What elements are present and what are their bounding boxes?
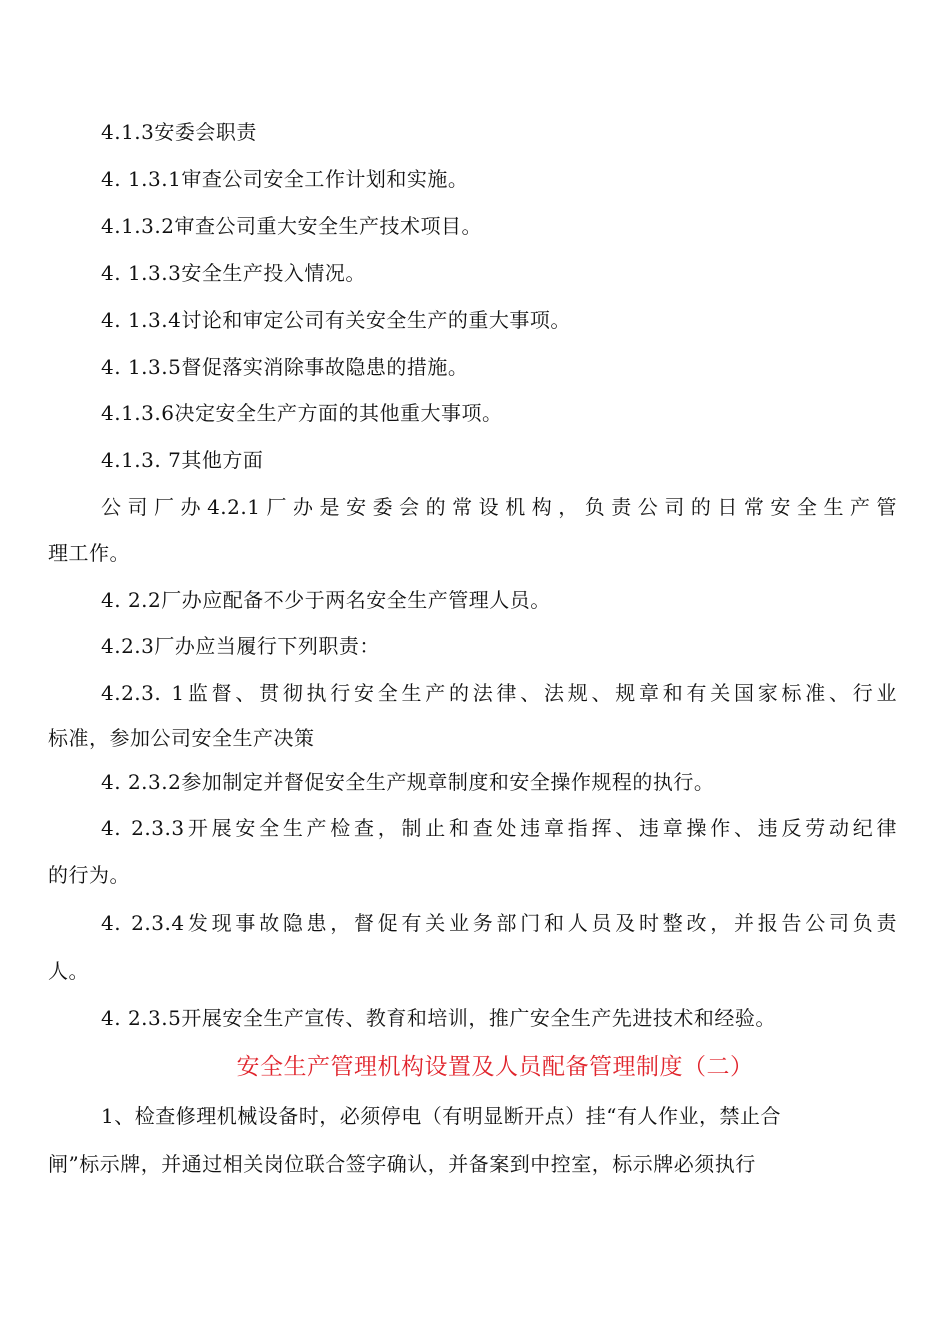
rule-1-line-1: 1、检查修理机械设备时，必须停电（有明显断开点）挂“有人作业，禁止合 <box>101 1104 781 1128</box>
clause-4-2-2: 4. 2.2厂办应配备不少于两名安全生产管理人员。 <box>101 588 551 612</box>
clause-4-1-3-4: 4. 1.3.4讨论和审定公司有关安全生产的重大事项。 <box>101 308 571 332</box>
clause-4-2-3-2: 4. 2.3.2参加制定并督促安全生产规章制度和安全操作规程的执行。 <box>101 770 715 794</box>
clause-4-1-3-2: 4.1.3.2审查公司重大安全生产技术项目。 <box>101 214 482 238</box>
clause-4-2-1-line-1: 公司厂办4.2.1厂办是安委会的常设机构，负责公司的日常安全生产管 <box>101 495 897 519</box>
clause-4-2-3-4-line-1: 4. 2.3.4发现事故隐患，督促有关业务部门和人员及时整改，并报告公司负责 <box>101 911 897 935</box>
clause-4-2-3-1-line-1: 4.2.3. 1监督、贯彻执行安全生产的法律、法规、规章和有关国家标准、行业 <box>101 681 897 705</box>
clause-4-1-3-7: 4.1.3. 7其他方面 <box>101 448 264 472</box>
clause-4-2-3: 4.2.3厂办应当履行下列职责： <box>101 634 380 658</box>
clause-4-2-3-5: 4. 2.3.5开展安全生产宣传、教育和培训，推广安全生产先进技术和经验。 <box>101 1006 776 1030</box>
section-heading: 安全生产管理机构设置及人员配备管理制度（二） <box>236 1054 754 1080</box>
clause-4-2-3-1-line-2: 标准，参加公司安全生产决策 <box>48 726 315 750</box>
clause-4-2-3-3-line-2: 的行为。 <box>48 863 130 887</box>
clause-4-1-3-5: 4. 1.3.5督促落实消除事故隐患的措施。 <box>101 355 469 379</box>
clause-4-2-3-4-line-2: 人。 <box>48 959 89 983</box>
clause-4-1-3-3: 4. 1.3.3安全生产投入情况。 <box>101 261 366 285</box>
rule-1-line-2: 闸”标示牌，并通过相关岗位联合签字确认，并备案到中控室，标示牌必须执行 <box>48 1152 756 1176</box>
clause-4-1-3-6: 4.1.3.6决定安全生产方面的其他重大事项。 <box>101 401 503 425</box>
clause-4-1-3: 4.1.3安委会职责 <box>101 120 257 144</box>
clause-4-2-1-line-2: 理工作。 <box>48 541 130 565</box>
clause-4-1-3-1: 4. 1.3.1审查公司安全工作计划和实施。 <box>101 167 469 191</box>
clause-4-2-3-3-line-1: 4. 2.3.3开展安全生产检查，制止和查处违章指挥、违章操作、违反劳动纪律 <box>101 816 897 840</box>
